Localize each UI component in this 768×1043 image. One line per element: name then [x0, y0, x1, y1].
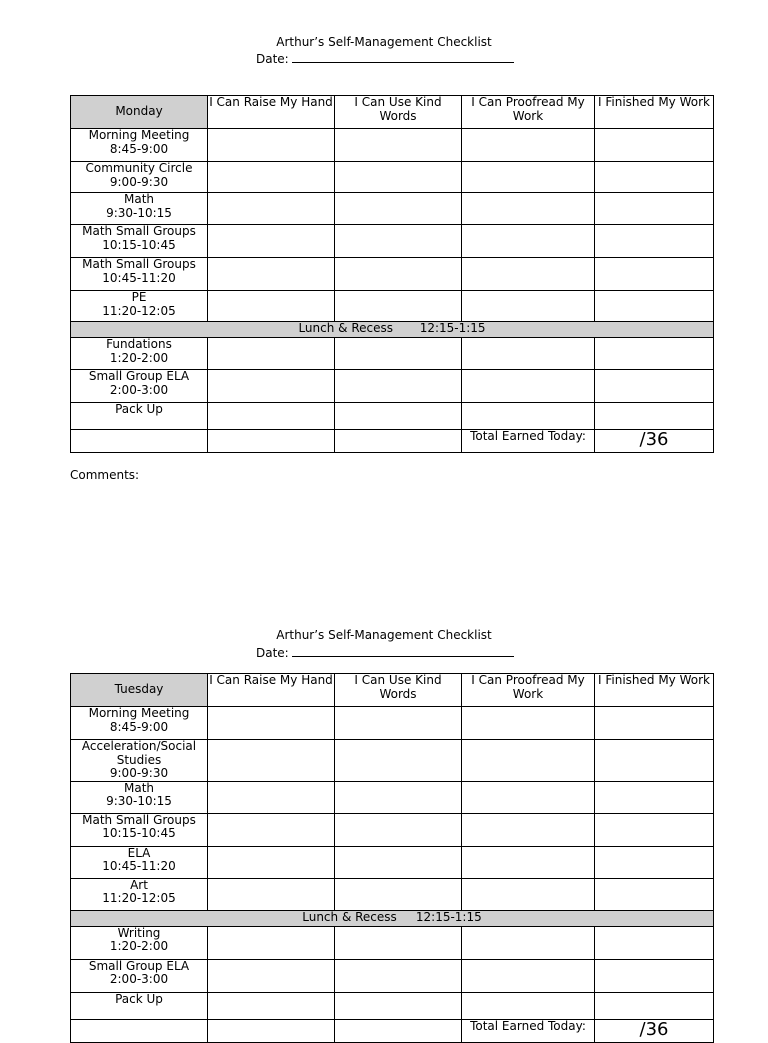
checkbox-cell[interactable]	[208, 781, 335, 813]
checkbox-cell[interactable]	[335, 781, 462, 813]
column-header: I Can Use Kind Words	[335, 674, 462, 707]
checkbox-cell[interactable]	[595, 846, 714, 878]
checkbox-cell[interactable]	[335, 846, 462, 878]
activity-cell: Art 11:20-12:05	[71, 878, 208, 910]
column-header: I Finished My Work	[595, 96, 714, 129]
checkbox-cell[interactable]	[462, 193, 595, 225]
total-value: /36	[595, 1019, 714, 1042]
checkbox-cell[interactable]	[335, 403, 462, 430]
lunch-cell	[71, 910, 714, 926]
checkbox-cell[interactable]	[208, 291, 335, 322]
checklist-table	[70, 673, 714, 1043]
checkbox-cell[interactable]	[595, 225, 714, 258]
checkbox-cell[interactable]	[208, 370, 335, 403]
checkbox-cell[interactable]	[462, 258, 595, 291]
checkbox-cell[interactable]	[595, 370, 714, 403]
checkbox-cell[interactable]	[595, 291, 714, 322]
lunch-cell	[71, 322, 714, 338]
checkbox-cell[interactable]	[462, 959, 595, 992]
checkbox-cell[interactable]	[595, 781, 714, 813]
checklist-table	[70, 95, 714, 453]
activity-cell: Morning Meeting 8:45-9:00	[71, 707, 208, 740]
checkbox-cell[interactable]	[208, 338, 335, 370]
column-header: I Can Raise My Hand	[208, 674, 335, 707]
schedule-row	[71, 959, 714, 992]
checkbox-cell[interactable]	[208, 926, 335, 959]
checkbox-cell[interactable]	[462, 403, 595, 430]
checkbox-cell[interactable]	[335, 193, 462, 225]
date-blank	[292, 50, 514, 63]
activity-cell: ELA 10:45-11:20	[71, 846, 208, 878]
sheet-title: Arthur’s Self-Management Checklist	[276, 628, 492, 642]
activity-cell: Pack Up	[71, 992, 208, 1019]
checkbox-cell[interactable]	[208, 846, 335, 878]
activity-cell: Writing 1:20-2:00	[71, 926, 208, 959]
checkbox-cell[interactable]	[335, 338, 462, 370]
activity-cell: Math Small Groups 10:45-11:20	[71, 258, 208, 291]
schedule-row	[71, 291, 714, 322]
checkbox-cell[interactable]	[595, 403, 714, 430]
empty-cell	[208, 430, 335, 453]
activity-cell: Math 9:30-10:15	[71, 193, 208, 225]
checkbox-cell[interactable]	[335, 813, 462, 846]
schedule-row	[71, 193, 714, 225]
activity-cell: Acceleration/Social Studies 9:00-9:30	[71, 740, 208, 782]
activity-cell: Math 9:30-10:15	[71, 781, 208, 813]
activity-cell: Fundations 1:20-2:00	[71, 338, 208, 370]
date-line	[256, 50, 514, 66]
checkbox-cell[interactable]	[595, 129, 714, 162]
checkbox-cell[interactable]	[208, 959, 335, 992]
empty-cell	[71, 1019, 208, 1042]
activity-cell: Math Small Groups 10:15-10:45	[71, 813, 208, 846]
total-row	[71, 1019, 714, 1042]
activity-cell: Small Group ELA 2:00-3:00	[71, 370, 208, 403]
comments-label: Comments:	[70, 468, 140, 482]
header-row	[71, 96, 714, 129]
checkbox-cell[interactable]	[208, 162, 335, 193]
checkbox-cell[interactable]	[208, 992, 335, 1019]
checkbox-cell[interactable]	[595, 926, 714, 959]
lunch-label: Lunch & Recess	[298, 321, 393, 335]
checkbox-cell[interactable]	[595, 338, 714, 370]
schedule-row	[71, 370, 714, 403]
empty-cell	[335, 430, 462, 453]
checkbox-cell[interactable]	[208, 225, 335, 258]
checkbox-cell[interactable]	[595, 193, 714, 225]
column-header: I Can Proofread My Work	[462, 96, 595, 129]
checkbox-cell[interactable]	[462, 846, 595, 878]
checkbox-cell[interactable]	[462, 129, 595, 162]
checkbox-cell[interactable]	[595, 813, 714, 846]
schedule-row	[71, 926, 714, 959]
sheet-title: Arthur’s Self-Management Checklist	[276, 35, 492, 49]
checkbox-cell[interactable]	[462, 878, 595, 910]
checkbox-cell[interactable]	[462, 291, 595, 322]
day-header: Monday	[71, 96, 208, 129]
lunch-time: 12:15-1:15	[415, 910, 482, 924]
date-label: Date:	[256, 52, 289, 66]
checkbox-cell[interactable]	[335, 370, 462, 403]
schedule-row	[71, 846, 714, 878]
activity-cell: Morning Meeting 8:45-9:00	[71, 129, 208, 162]
checkbox-cell[interactable]	[595, 258, 714, 291]
schedule-row	[71, 878, 714, 910]
checkbox-cell[interactable]	[208, 193, 335, 225]
date-label: Date:	[256, 646, 289, 660]
checkbox-cell[interactable]	[595, 162, 714, 193]
checkbox-cell[interactable]	[208, 403, 335, 430]
activity-cell: Pack Up	[71, 403, 208, 430]
empty-cell	[71, 430, 208, 453]
checkbox-cell[interactable]	[335, 959, 462, 992]
activity-cell: PE 11:20-12:05	[71, 291, 208, 322]
schedule-row	[71, 258, 714, 291]
total-value: /36	[595, 430, 714, 453]
total-row	[71, 430, 714, 453]
schedule-row	[71, 403, 714, 430]
date-line	[256, 644, 514, 660]
checkbox-cell[interactable]	[335, 878, 462, 910]
checkbox-cell[interactable]	[462, 225, 595, 258]
schedule-row	[71, 740, 714, 782]
schedule-row	[71, 129, 714, 162]
checkbox-cell[interactable]	[208, 258, 335, 291]
lunch-row	[71, 322, 714, 338]
schedule-row	[71, 813, 714, 846]
empty-cell	[208, 1019, 335, 1042]
activity-cell: Math Small Groups 10:15-10:45	[71, 225, 208, 258]
lunch-time: 12:15-1:15	[419, 321, 486, 335]
schedule-row	[71, 707, 714, 740]
checkbox-cell[interactable]	[335, 740, 462, 782]
checkbox-cell[interactable]	[462, 781, 595, 813]
total-label: Total Earned Today:	[462, 430, 595, 453]
checkbox-cell[interactable]	[335, 162, 462, 193]
column-header: I Finished My Work	[595, 674, 714, 707]
checkbox-cell[interactable]	[595, 992, 714, 1019]
checkbox-cell[interactable]	[595, 707, 714, 740]
checkbox-cell[interactable]	[335, 129, 462, 162]
checkbox-cell[interactable]	[335, 291, 462, 322]
checkbox-cell[interactable]	[595, 959, 714, 992]
checkbox-cell[interactable]	[335, 926, 462, 959]
total-label: Total Earned Today:	[462, 1019, 595, 1042]
checkbox-cell[interactable]	[208, 707, 335, 740]
activity-cell: Small Group ELA 2:00-3:00	[71, 959, 208, 992]
checkbox-cell[interactable]	[595, 878, 714, 910]
empty-cell	[335, 1019, 462, 1042]
checkbox-cell[interactable]	[595, 740, 714, 782]
date-blank	[292, 644, 514, 657]
checkbox-cell[interactable]	[462, 162, 595, 193]
checkbox-cell[interactable]	[462, 926, 595, 959]
schedule-row	[71, 781, 714, 813]
schedule-row	[71, 162, 714, 193]
day-header: Tuesday	[71, 674, 208, 707]
lunch-label: Lunch & Recess	[302, 910, 397, 924]
lunch-row	[71, 910, 714, 926]
checkbox-cell[interactable]	[208, 813, 335, 846]
checkbox-cell[interactable]	[208, 878, 335, 910]
checkbox-cell[interactable]	[335, 707, 462, 740]
checkbox-cell[interactable]	[208, 129, 335, 162]
checkbox-cell[interactable]	[462, 707, 595, 740]
checkbox-cell[interactable]	[462, 338, 595, 370]
checkbox-cell[interactable]	[462, 370, 595, 403]
column-header: I Can Raise My Hand	[208, 96, 335, 129]
schedule-row	[71, 992, 714, 1019]
checkbox-cell[interactable]	[462, 992, 595, 1019]
column-header: I Can Proofread My Work	[462, 674, 595, 707]
checkbox-cell[interactable]	[208, 740, 335, 782]
checkbox-cell[interactable]	[335, 225, 462, 258]
schedule-row	[71, 225, 714, 258]
column-header: I Can Use Kind Words	[335, 96, 462, 129]
checkbox-cell[interactable]	[335, 258, 462, 291]
activity-cell: Community Circle 9:00-9:30	[71, 162, 208, 193]
schedule-row	[71, 338, 714, 370]
checkbox-cell[interactable]	[335, 992, 462, 1019]
checkbox-cell[interactable]	[462, 740, 595, 782]
checkbox-cell[interactable]	[462, 813, 595, 846]
header-row	[71, 674, 714, 707]
